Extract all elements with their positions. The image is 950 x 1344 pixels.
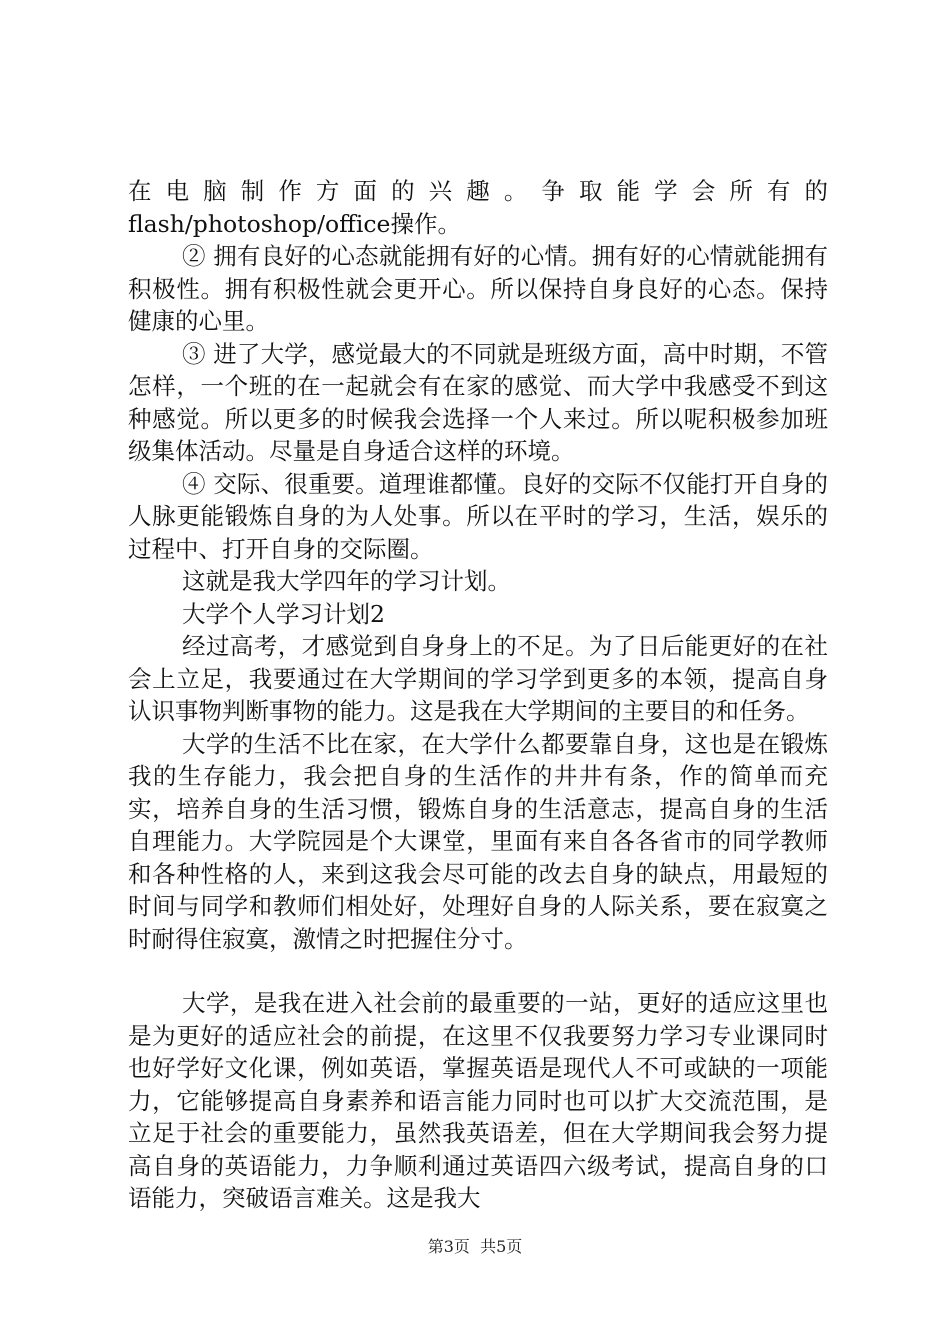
page-number: 第3页 共5页 <box>427 1237 523 1256</box>
paragraph-item-2: ② 拥有良好的心态就能拥有好的心情。拥有好的心情就能拥有积极性。拥有积极性就会更开心。所以保持自身良好的心态。保持健康的心里。 <box>128 242 828 335</box>
paragraph-gap <box>128 955 828 987</box>
paragraph-summary: 这就是我大学四年的学习计划。 <box>182 567 511 595</box>
paragraph-english: 大学，是我在进入社会前的最重要的一站，更好的适应这里也是为更好的适应社会的前提，在这里不仅我要努力学习专业课同时也好学好文化课，例如英语，掌握英语是现代人不可或缺的一项能力，它能够提高自身素养和语言能力同时也可以扩大交流范围，是立足于社会的重要能力，虽然我英语差，但在大学期间我会努力提高自身的英语能力，力争顺利通过英语四六级考试，提高自身的口语能力，突破语言难关。这是我大 <box>128 989 828 1212</box>
paragraph-item-4: ④ 交际、很重要。道理谁都懂。良好的交际不仅能打开自身的人脉更能锻炼自身的为人处事。所以在平时的学习，生活，娱乐的过程中、打开自身的交际圈。 <box>128 469 828 563</box>
paragraph-continuation: 在电脑制作方面的兴趣。争取能学会所有的flash/photoshop/office操作。 <box>128 177 828 238</box>
paragraph-life: 大学的生活不比在家，在大学什么都要靠自身，这也是在锻炼我的生存能力，我会把自身的生活作的井井有条，作的简单而充实，培养自身的生活习惯，锻炼自身的生活意志，提高自身的生活自理能力。大学院园是个大课堂，里面有来自各各省市的同学教师和各种性格的人，来到这我会尽可能的改去自身的缺点，用最短的时间与同学和教师们相处好，处理好自身的人际关系，要在寂寞之时耐得住寂寞，激情之时把握住分寸。 <box>128 729 828 953</box>
paragraph-item-3: ③ 进了大学，感觉最大的不同就是班级方面，高中时期，不管怎样，一个班的在一起就会有在家的感觉、而大学中我感受不到这种感觉。所以更多的时候我会选择一个人来过。所以呢积极参加班级集体活动。尽量是自身适合这样的环境。 <box>128 339 828 465</box>
paragraph-intro: 经过高考，才感觉到自身身上的不足。为了日后能更好的在社会上立足，我要通过在大学期间的学习学到更多的本领，提高自身认识事物判断事物的能力。这是我在大学期间的主要目的和任务。 <box>128 632 828 725</box>
page-footer <box>0 1237 950 1257</box>
section-heading: 大学个人学习计划2 <box>182 599 385 628</box>
document-body <box>128 175 828 1215</box>
